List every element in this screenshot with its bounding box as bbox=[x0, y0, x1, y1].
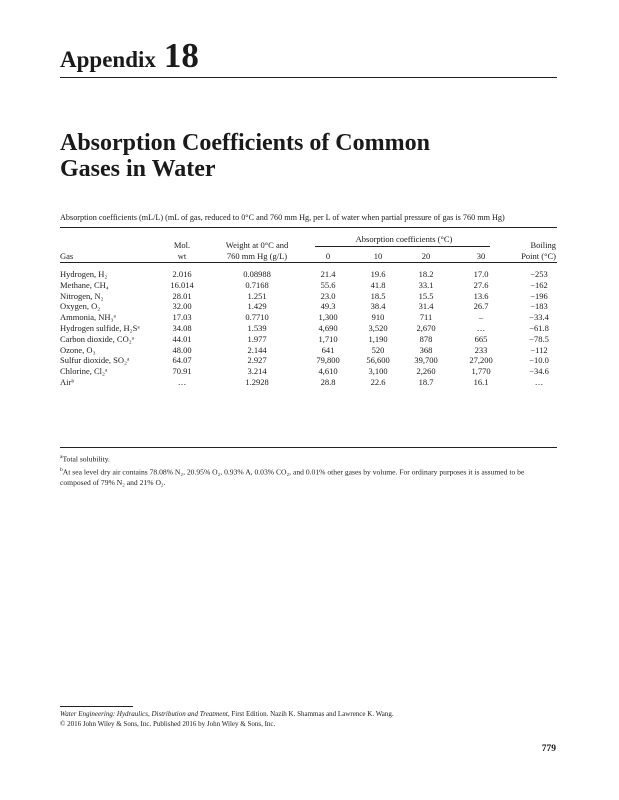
cell-gas: Hydrogen, H₂ bbox=[60, 269, 108, 279]
cell-coef-10: 19.6 bbox=[370, 269, 386, 279]
cell-weight: 1.2928 bbox=[245, 377, 269, 387]
cell-gas: Hydrogen sulfide, H₂Sᵃ bbox=[60, 323, 140, 333]
cell-mol-wt: 48.00 bbox=[172, 344, 192, 355]
cell-gas: Carbon dioxide, CO₂ᵃ bbox=[60, 333, 134, 344]
cell-boiling-point: −33.4 bbox=[529, 312, 549, 323]
table-top-rule bbox=[60, 227, 557, 228]
cell-coef-20: 33.1 bbox=[418, 279, 434, 290]
cell-coef-0: 21.4 bbox=[320, 269, 336, 279]
header-weight-line-1: Weight at 0°C and bbox=[225, 240, 289, 250]
cell-coef-0: 79,800 bbox=[316, 355, 340, 366]
header-temp-30: 30 bbox=[476, 251, 486, 261]
cell-coef-0: 1,300 bbox=[318, 312, 338, 323]
cell-coef-0: 4,610 bbox=[318, 366, 338, 377]
cell-mol-wt: … bbox=[177, 377, 187, 387]
cell-gas: Chlorine, Cl₂ᵃ bbox=[60, 366, 108, 377]
cell-gas: Airᵇ bbox=[60, 377, 74, 387]
header-weight-line-2: 760 mm Hg (g/L) bbox=[226, 251, 288, 261]
cell-coef-0: 641 bbox=[321, 344, 335, 355]
header-mol-line-2: wt bbox=[177, 251, 187, 261]
cell-mol-wt: 28.01 bbox=[172, 290, 192, 301]
cell-gas: Methane, CH₄ bbox=[60, 279, 109, 290]
table-header-rule bbox=[60, 262, 557, 263]
cell-weight: 1.251 bbox=[247, 290, 267, 301]
note-a-text: Total solubility. bbox=[62, 454, 110, 464]
cell-coef-30: 233 bbox=[474, 344, 488, 355]
page-number: 779 bbox=[541, 744, 556, 754]
cell-coef-30: 1,770 bbox=[471, 366, 491, 377]
cell-weight: 0.7168 bbox=[245, 279, 269, 290]
header-absorption-group: Absorption coefficients (°C) bbox=[355, 234, 453, 244]
cell-boiling-point: −10.0 bbox=[529, 355, 549, 366]
cell-weight: 0.7710 bbox=[245, 312, 269, 323]
cell-boiling-point: −253 bbox=[530, 269, 548, 279]
appendix-heading bbox=[60, 36, 199, 76]
footnote-line-1 bbox=[60, 709, 394, 719]
appendix-label: Appendix bbox=[60, 47, 156, 72]
cell-coef-20: 31.4 bbox=[418, 301, 434, 312]
cell-mol-wt: 17.03 bbox=[172, 312, 192, 323]
cell-coef-10: 56,600 bbox=[366, 355, 390, 366]
cell-coef-10: 18.5 bbox=[370, 290, 386, 301]
cell-coef-30: 27.6 bbox=[473, 279, 489, 290]
cell-coef-10: 22.6 bbox=[370, 377, 386, 387]
cell-coef-20: 368 bbox=[419, 344, 433, 355]
page-title bbox=[60, 130, 430, 182]
cell-coef-0: 4,690 bbox=[318, 323, 338, 333]
book-footnote bbox=[60, 709, 394, 729]
cell-weight: 0.08988 bbox=[243, 269, 271, 279]
cell-coef-10: 910 bbox=[371, 312, 385, 323]
note-a bbox=[60, 452, 565, 465]
cell-mol-wt: 64.07 bbox=[172, 355, 192, 366]
title-line-1: Absorption Coefficients of Common bbox=[60, 130, 430, 156]
header-gas: Gas bbox=[60, 251, 74, 261]
note-b-text-line-2: composed of 79% N₂ and 21% O₂. bbox=[60, 478, 166, 488]
cell-coef-30: 16.1 bbox=[473, 377, 489, 387]
cell-boiling-point: −112 bbox=[530, 344, 548, 355]
header-temp-0: 0 bbox=[325, 251, 331, 261]
cell-coef-0: 55.6 bbox=[320, 279, 336, 290]
cell-weight: 1.977 bbox=[247, 333, 267, 344]
header-temp-20: 20 bbox=[421, 251, 431, 261]
table-bottom-rule bbox=[60, 447, 557, 448]
cell-mol-wt: 44.01 bbox=[172, 333, 192, 344]
cell-coef-20: 2,260 bbox=[416, 366, 436, 377]
cell-mol-wt: 32.00 bbox=[172, 301, 192, 312]
book-title: Water Engineering: Hydraulics, Distribution and Treatment bbox=[60, 710, 228, 718]
table-notes bbox=[60, 452, 565, 488]
cell-coef-30: 665 bbox=[474, 333, 488, 344]
cell-weight: 2.927 bbox=[247, 355, 267, 366]
cell-weight: 1.429 bbox=[247, 301, 267, 312]
cell-coef-10: 520 bbox=[371, 344, 385, 355]
cell-coef-20: 2,670 bbox=[416, 323, 436, 333]
cell-mol-wt: 16.014 bbox=[170, 279, 194, 290]
note-b-symbol: b bbox=[60, 466, 63, 473]
cell-mol-wt: 70.91 bbox=[172, 366, 192, 377]
cell-gas: Sulfur dioxide, SO₂ᵃ bbox=[60, 355, 130, 366]
cell-gas: Ozone, O₃ bbox=[60, 344, 96, 355]
cell-coef-10: 38.4 bbox=[370, 301, 386, 312]
cell-gas: Ammonia, NH₃ᵃ bbox=[60, 312, 116, 323]
header-temp-10: 10 bbox=[373, 251, 383, 261]
cell-boiling-point: −196 bbox=[530, 290, 548, 301]
cell-boiling-point: −162 bbox=[530, 279, 548, 290]
note-a-symbol: a bbox=[60, 454, 63, 460]
header-mol-line-1: Mol. bbox=[173, 240, 191, 250]
cell-boiling-point: −78.5 bbox=[529, 333, 549, 344]
cell-weight: 1.539 bbox=[247, 323, 267, 333]
appendix-number: 18 bbox=[163, 36, 199, 75]
cell-coef-10: 3,520 bbox=[368, 323, 388, 333]
cell-coef-30: … bbox=[476, 323, 486, 333]
cell-coef-0: 23.0 bbox=[320, 290, 336, 301]
cell-coef-10: 41.8 bbox=[370, 279, 386, 290]
header-boiling-line-2: Point (°C) bbox=[521, 251, 556, 261]
cell-coef-30: 26.7 bbox=[473, 301, 489, 312]
cell-weight: 2.144 bbox=[247, 344, 267, 355]
cell-coef-20: 15.5 bbox=[418, 290, 434, 301]
cell-coef-0: 1,710 bbox=[318, 333, 338, 344]
heading-rule bbox=[60, 77, 557, 78]
note-b bbox=[60, 465, 565, 489]
table-caption: Absorption coefficients (mL/L) (mL of gas, reduced to 0°C and 760 mm Hg, per L of water when partial pressure of gas is 760 mm Hg) bbox=[60, 213, 505, 222]
cell-boiling-point: −183 bbox=[530, 301, 548, 312]
cell-coef-30: – bbox=[478, 312, 484, 323]
cell-coef-0: 28.8 bbox=[320, 377, 336, 387]
footnote-rule bbox=[60, 706, 133, 707]
note-b-text-line-1: At sea level dry air contains 78.08% N₂, 20.95% O₂, 0.93% A, 0.03% CO₂, and 0.01% other gases by volume. For ordinary purposes it is assumed to be bbox=[62, 467, 525, 477]
cell-coef-10: 3,100 bbox=[368, 366, 388, 377]
cell-coef-10: 1,190 bbox=[368, 333, 388, 344]
header-boiling-line-1: Boiling bbox=[530, 240, 556, 250]
title-line-2: Gases in Water bbox=[60, 156, 216, 182]
cell-weight: 3.214 bbox=[247, 366, 267, 377]
cell-coef-30: 13.6 bbox=[473, 290, 489, 301]
cell-coef-20: 711 bbox=[419, 312, 433, 323]
edition-authors: , First Edition. Nazih K. Shammas and Lawrence K. Wang. bbox=[227, 710, 394, 718]
cell-gas: Oxygen, O₂ bbox=[60, 301, 101, 312]
cell-mol-wt: 2.016 bbox=[172, 269, 192, 279]
cell-coef-20: 18.7 bbox=[418, 377, 434, 387]
cell-gas: Nitrogen, N₂ bbox=[60, 290, 104, 301]
cell-boiling-point: −34.6 bbox=[529, 366, 549, 377]
cell-boiling-point: −61.8 bbox=[529, 323, 549, 333]
cell-coef-20: 18.2 bbox=[418, 269, 434, 279]
cell-coef-30: 27,200 bbox=[469, 355, 493, 366]
cell-boiling-point: … bbox=[534, 377, 544, 387]
cell-mol-wt: 34.08 bbox=[172, 323, 192, 333]
copyright-line: © 2016 John Wiley & Sons, Inc. Published 2016 by John Wiley & Sons, Inc. bbox=[60, 720, 276, 728]
cell-coef-20: 39,700 bbox=[414, 355, 438, 366]
cell-coef-0: 49.3 bbox=[320, 301, 336, 312]
cell-coef-30: 17.0 bbox=[473, 269, 489, 279]
group-header-rule bbox=[315, 246, 490, 247]
cell-coef-20: 878 bbox=[419, 333, 433, 344]
